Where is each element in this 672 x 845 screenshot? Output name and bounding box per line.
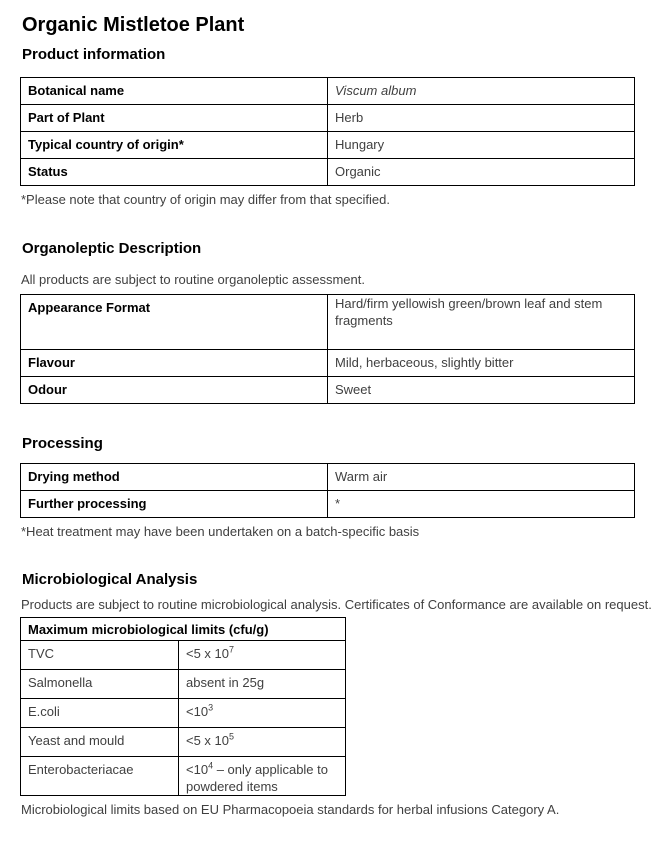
table-row	[21, 78, 635, 105]
table-row	[21, 757, 346, 796]
limit-exponent: 3	[208, 702, 214, 713]
limit-value: <5 x 10	[186, 733, 230, 748]
row-label: Flavour	[21, 350, 328, 377]
limit-exponent: 4	[208, 760, 214, 771]
section-processing	[20, 434, 654, 540]
row-value: Viscum album	[328, 78, 635, 105]
table-row	[21, 670, 346, 699]
row-label: Drying method	[21, 464, 328, 491]
table-row	[21, 159, 635, 186]
table-header-row	[21, 618, 346, 641]
section-heading-product-information: Product information	[22, 46, 166, 63]
row-value	[179, 757, 346, 796]
limit-value: <10	[186, 704, 209, 719]
origin-footnote: *Please note that country of origin may differ from that specified.	[21, 192, 391, 207]
section-heading-organoleptic-description: Organoleptic Description	[22, 240, 202, 257]
organoleptic-table	[20, 294, 635, 404]
row-label: TVC	[21, 641, 179, 670]
row-value: Hard/firm yellowish green/brown leaf and stem fragments	[328, 295, 635, 350]
table-row	[21, 464, 635, 491]
row-value	[179, 670, 346, 699]
section-heading-microbiological-analysis: Microbiological Analysis	[22, 571, 198, 588]
table-row	[21, 491, 635, 518]
micro-standards-note: Microbiological limits based on EU Pharmacopoeia standards for herbal infusions Category A.	[21, 802, 560, 817]
row-label: Appearance Format	[21, 295, 328, 350]
row-value: Herb	[328, 105, 635, 132]
limit-value: absent in 25g	[186, 675, 265, 690]
row-value: Mild, herbaceous, slightly bitter	[328, 350, 635, 377]
row-label: Typical country of origin*	[21, 132, 328, 159]
organoleptic-intro: All products are subject to routine organoleptic assessment.	[21, 272, 365, 287]
row-label: Status	[21, 159, 328, 186]
limit-value: <5 x 10	[186, 646, 230, 661]
table-row	[21, 377, 635, 404]
processing-table	[20, 463, 635, 518]
row-value	[179, 699, 346, 728]
row-value	[179, 641, 346, 670]
table-row	[21, 641, 346, 670]
row-label: Enterobacteriacae	[21, 757, 179, 796]
row-label: Odour	[21, 377, 328, 404]
table-row	[21, 132, 635, 159]
row-value: *	[328, 491, 635, 518]
section-organoleptic-description	[20, 239, 654, 404]
heat-treatment-footnote: *Heat treatment may have been undertaken on a batch-specific basis	[21, 524, 420, 539]
section-microbiological-analysis	[20, 570, 654, 818]
row-value: Hungary	[328, 132, 635, 159]
limit-exponent: 7	[229, 644, 235, 655]
micro-intro: Products are subject to routine microbiological analysis. Certificates of Conformance are available on request.	[21, 597, 652, 612]
limit-exponent: 5	[229, 731, 235, 742]
table-row	[21, 295, 635, 350]
table-row	[21, 728, 346, 757]
table-row	[21, 105, 635, 132]
row-label: Yeast and mould	[21, 728, 179, 757]
row-value: Sweet	[328, 377, 635, 404]
row-label: Further processing	[21, 491, 328, 518]
microbiological-limits-table	[20, 617, 346, 796]
row-value: Organic	[328, 159, 635, 186]
limit-note: – only applicable to powdered items	[186, 762, 328, 794]
row-label: Botanical name	[21, 78, 328, 105]
row-label: Part of Plant	[21, 105, 328, 132]
section-product-information	[20, 45, 654, 208]
table-row	[21, 699, 346, 728]
row-label: E.coli	[21, 699, 179, 728]
section-heading-processing: Processing	[22, 435, 103, 452]
table-row	[21, 350, 635, 377]
page-title: Organic Mistletoe Plant	[22, 14, 245, 36]
row-value: Warm air	[328, 464, 635, 491]
row-value	[179, 728, 346, 757]
table-header: Maximum microbiological limits (cfu/g)	[21, 618, 346, 641]
limit-value: <10	[186, 762, 209, 777]
row-label: Salmonella	[21, 670, 179, 699]
product-information-table	[20, 77, 635, 186]
